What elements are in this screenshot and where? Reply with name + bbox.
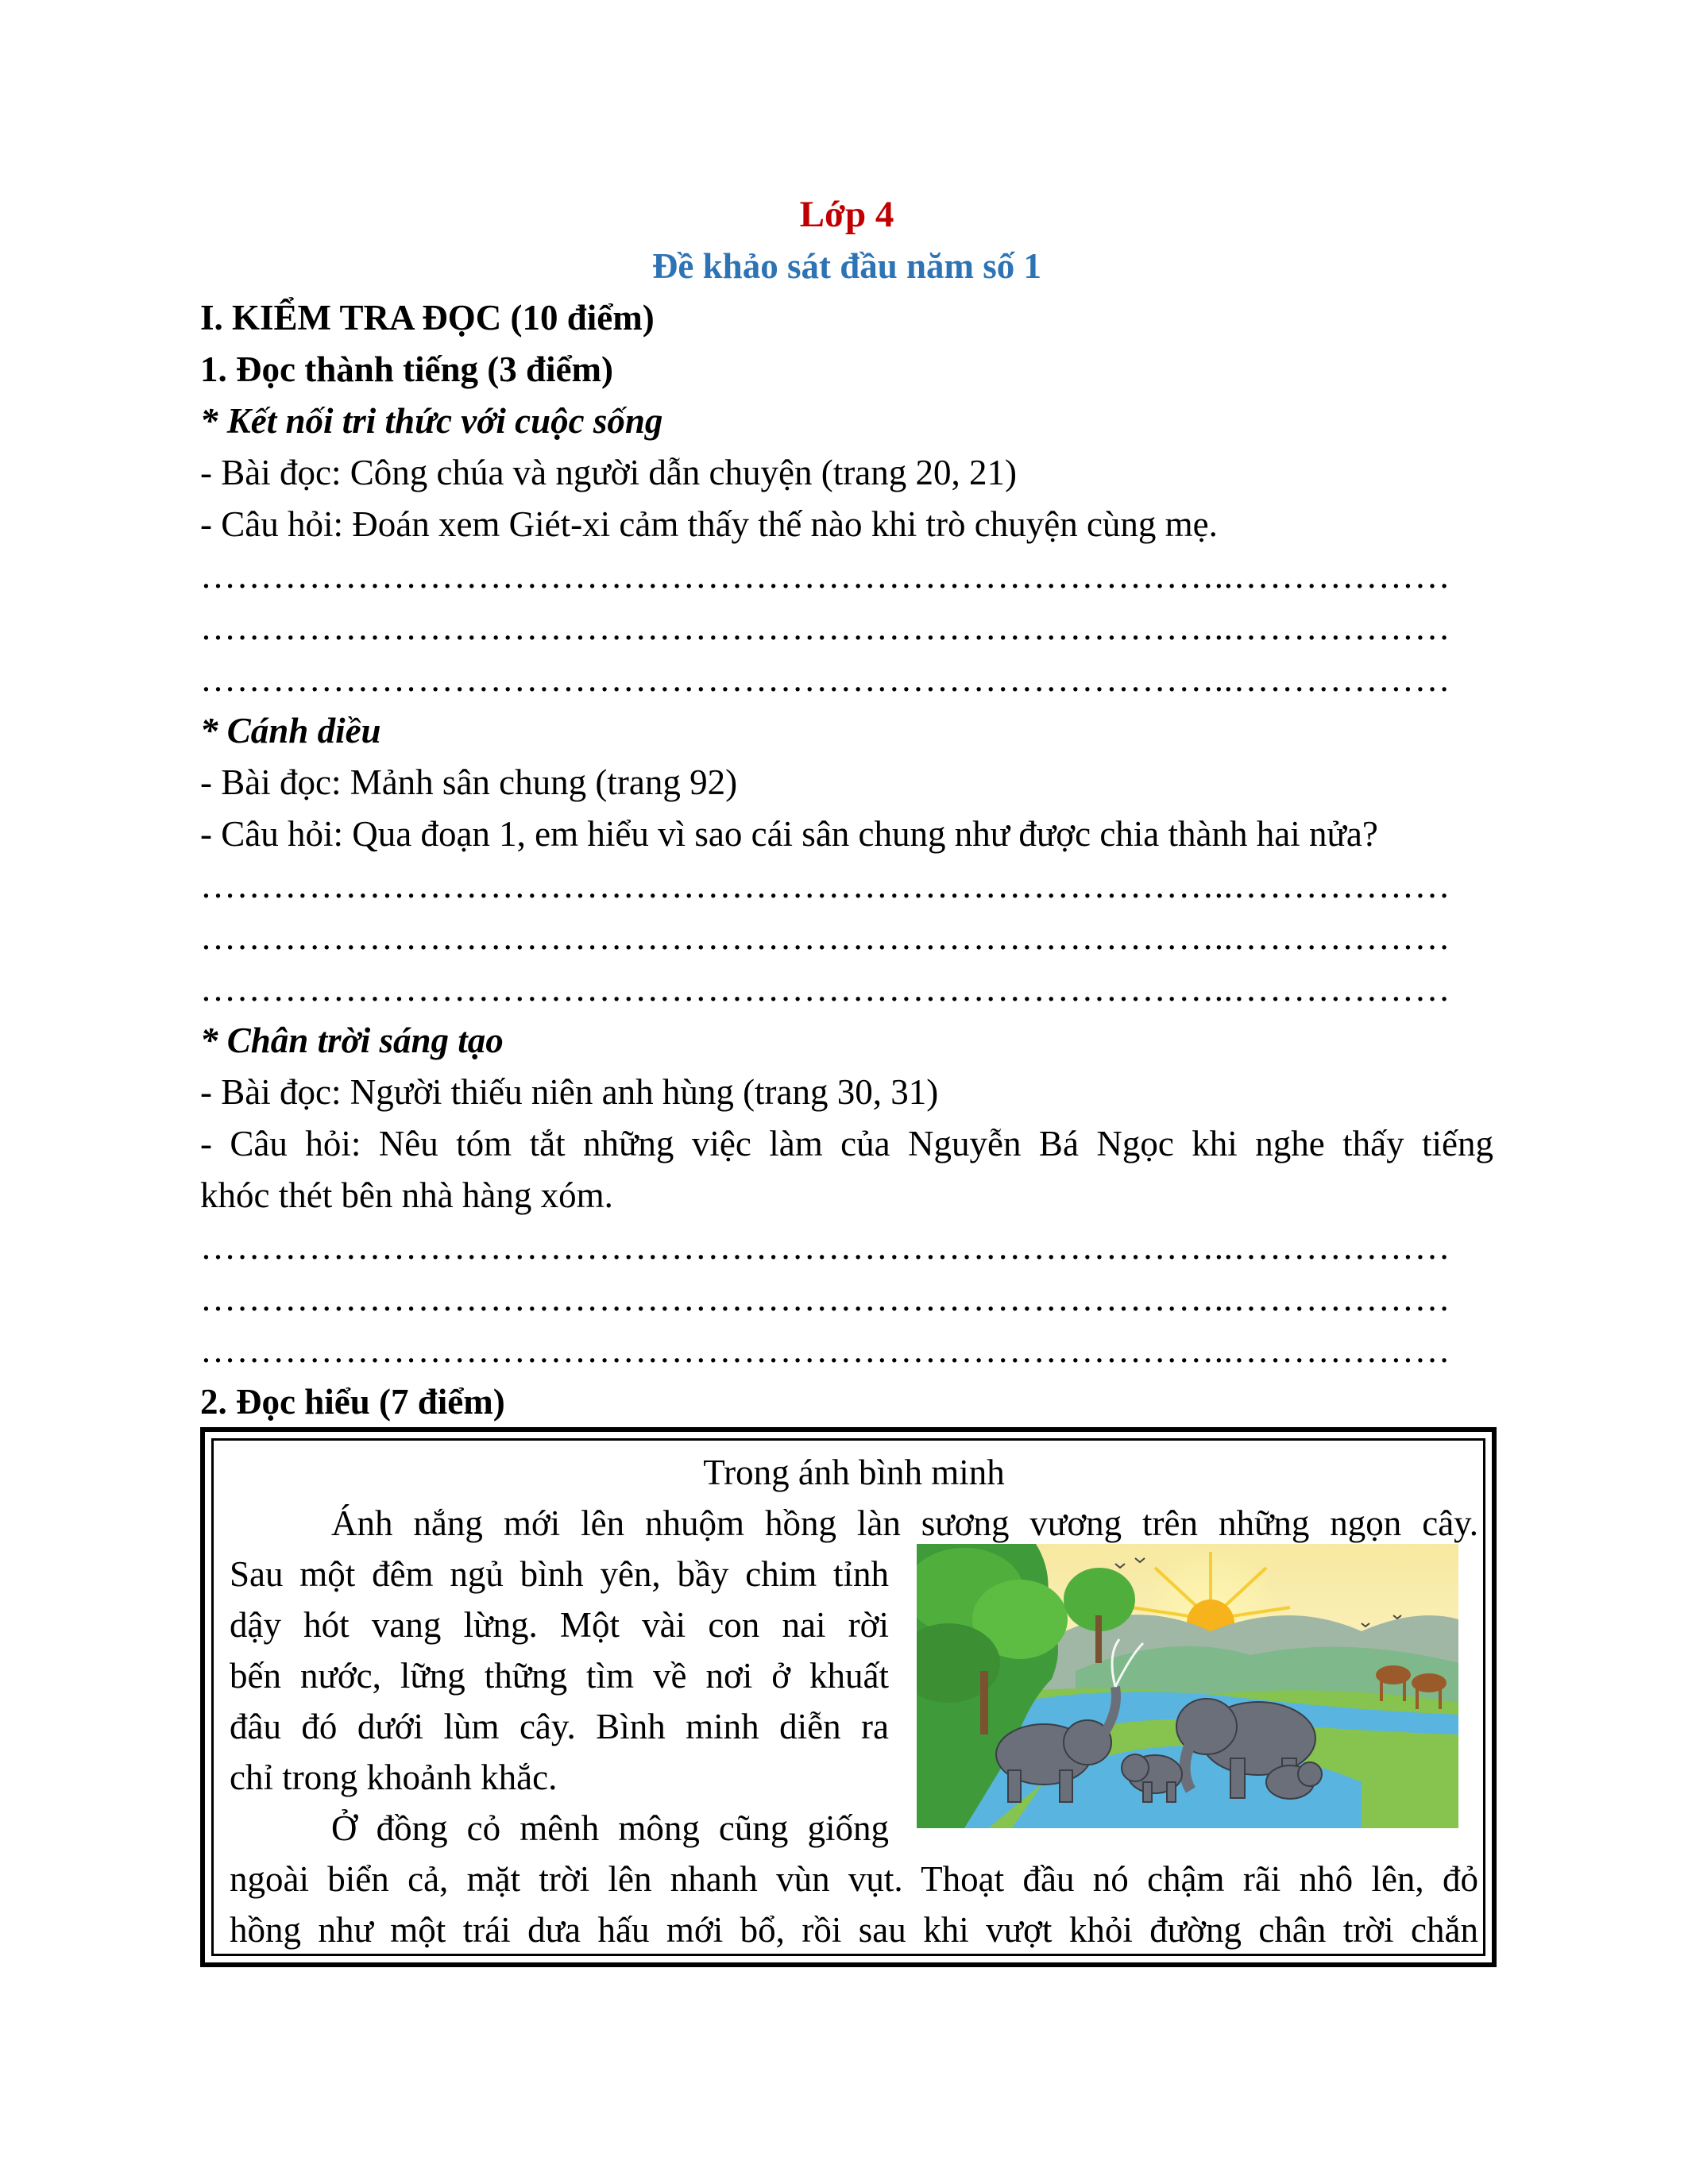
passage-line: hồng như một trái dưa hấu mới bổ, rồi sau khi vượt khỏi đường chân trời chắn — [230, 1910, 1478, 1950]
reading-ketnoi: - Bài đọc: Công chúa và người dẫn chuyện (trang 20, 21) — [200, 453, 1017, 492]
question-canhdieu: - Câu hỏi: Qua đoạn 1, em hiểu vì sao cái sân chung như được chia thành hai nửa? — [200, 814, 1378, 854]
passage-line: Sau một đêm ngủ bình yên, bầy chim tỉnh — [230, 1554, 889, 1594]
passage-line: Ánh nắng mới lên nhuộm hồng làn sương vương trên những ngọn cây. — [331, 1503, 1478, 1543]
answer-line: …………………………………………………………………………..……………… — [200, 969, 1451, 1009]
reading-chantroi: - Bài đọc: Người thiếu niên anh hùng (trang 30, 31) — [200, 1072, 939, 1112]
exam-title: Đề khảo sát đầu năm số 1 — [651, 246, 1042, 286]
answer-line: …………………………………………………………………………..……………… — [200, 608, 1451, 647]
book-name-canhdieu: * Cánh diều — [200, 711, 381, 751]
answer-line: …………………………………………………………………………..……………… — [200, 1330, 1451, 1370]
passage-line: chỉ trong khoảnh khắc. — [230, 1758, 558, 1797]
passage-line: dậy hót vang lừng. Một vài con nai rời — [230, 1605, 889, 1645]
passage-line: Ở đồng cỏ mênh mông cũng giống — [331, 1808, 889, 1848]
section-heading: I. KIỂM TRA ĐỌC (10 điểm) — [200, 298, 655, 338]
grade-title: Lớp 4 — [799, 194, 894, 235]
answer-line: …………………………………………………………………………..……………… — [200, 1227, 1451, 1267]
book-name-ketnoi: * Kết nối tri thức với cuộc sống — [200, 401, 663, 441]
question-chantroi-line1: - Câu hỏi: Nêu tóm tắt những việc làm của Nguyễn Bá Ngọc khi nghe thấy tiếng — [200, 1124, 1493, 1163]
answer-line: …………………………………………………………………………..……………… — [200, 866, 1451, 905]
passage-line: ngoài biển cả, mặt trời lên nhanh vùn vụt. Thoạt đầu nó chậm rãi nhô lên, đỏ — [230, 1859, 1478, 1899]
book-name-chantroi: * Chân trời sáng tạo — [200, 1021, 504, 1060]
answer-line: …………………………………………………………………………..……………… — [200, 1279, 1451, 1318]
passage-box-inner — [211, 1438, 1485, 1956]
answer-line: …………………………………………………………………………..……………… — [200, 917, 1451, 957]
answer-line: …………………………………………………………………………..……………… — [200, 659, 1451, 699]
passage-box — [200, 1427, 1497, 1967]
passage-title: Trong ánh bình minh — [703, 1453, 1005, 1492]
part2-heading: 2. Đọc hiểu (7 điểm) — [200, 1382, 505, 1422]
passage-line: bến nước, lững thững tìm về nơi ở khuất — [230, 1656, 889, 1696]
part1-heading: 1. Đọc thành tiếng (3 điểm) — [200, 349, 613, 389]
question-chantroi-line2: khóc thét bên nhà hàng xóm. — [200, 1175, 613, 1215]
answer-line: …………………………………………………………………………..……………… — [200, 556, 1451, 596]
document-body — [200, 189, 1493, 1428]
dawn-elephants-illustration — [917, 1544, 1458, 1828]
question-ketnoi: - Câu hỏi: Đoán xem Giét-xi cảm thấy thế nào khi trò chuyện cùng mẹ. — [200, 504, 1218, 544]
passage-line: đâu đó dưới lùm cây. Bình minh diễn ra — [230, 1707, 889, 1746]
reading-canhdieu: - Bài đọc: Mảnh sân chung (trang 92) — [200, 762, 738, 802]
